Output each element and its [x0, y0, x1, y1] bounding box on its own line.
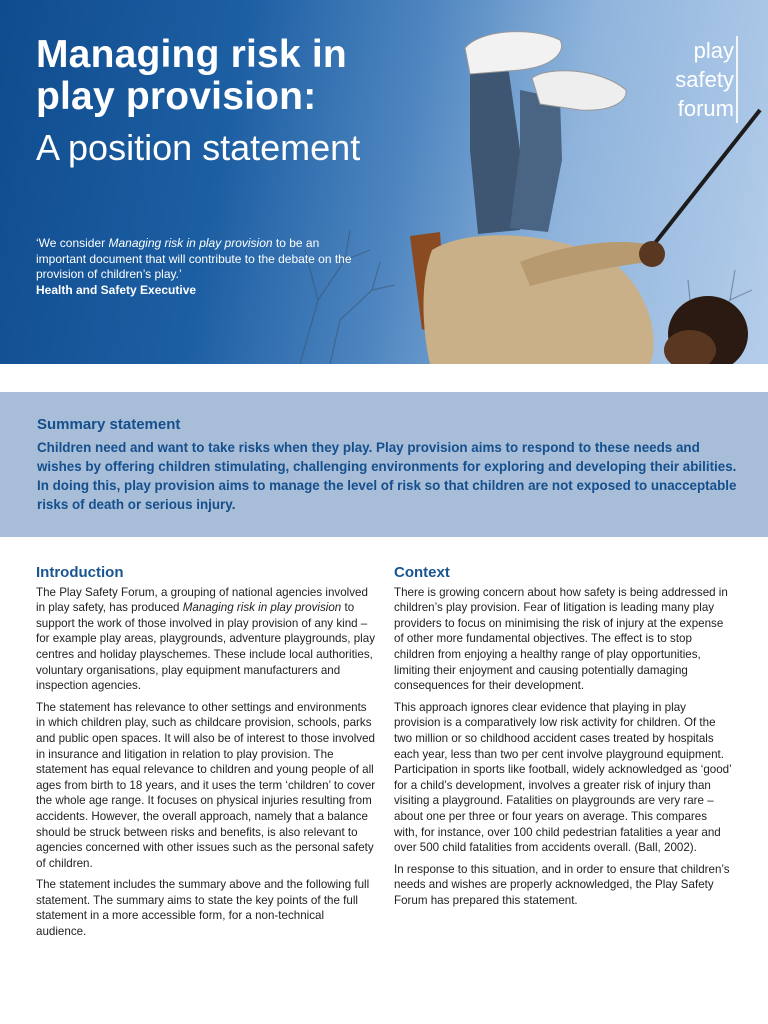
play-safety-forum-logo — [675, 36, 738, 123]
hero-banner — [0, 0, 768, 364]
introduction-section — [36, 565, 376, 946]
quote-italic-title: Managing risk in play provision — [108, 236, 273, 250]
context-paragraph-3: In response to this situation, and in order to ensure that children’s needs and wishes are properly acknowledged, the Play Safety Forum has prepared this statement. — [394, 862, 730, 907]
logo-word-safety: safety — [675, 65, 738, 94]
introduction-paragraph-2: The statement has relevance to other settings and environments in which children play, such as childcare provision, schools, parks and public open spaces. It will also be of interest to those involved in insurance and litigation in relation to play provision. The statement has equal relevance to children and young people of all ages from birth to 18 years, and it uses the term ‘children’ to cover the whole age range. It focuses on physical injuries resulting from accidents. However, the overall approach, namely that a balance should be struck between risks and benefits, is also relevant to agencies concerned with other issues such as the personal safety of children. — [36, 700, 376, 870]
summary-text: Children need and want to take risks when they play. Play provision aims to respond to these needs and wishes by offering children stimulating, challenging environments for exploring and developing their abilities. In doing this, play provision aims to manage the level of risk so that children are not exposed to unacceptable risks of death or serious injury. — [37, 440, 737, 512]
introduction-paragraph-1 — [36, 585, 376, 694]
sneaker-right — [532, 71, 626, 111]
quote-source: Health and Safety Executive — [36, 282, 197, 297]
context-paragraph-1: There is growing concern about how safety is being addressed in children’s play provision. Fear of litigation is leading many play providers to focus on minimising the risk of injury at the expense of other more fundamental objectives. The effect is to stop children from enjoying a healthy range of play opportunities, limiting their enjoyment and causing potentially damaging consequences for their development. — [394, 585, 728, 693]
quote-text-start: ‘We consider — [36, 236, 109, 250]
introduction-heading: Introduction — [36, 564, 124, 581]
summary-statement-band — [0, 392, 768, 537]
hse-quote — [36, 236, 356, 298]
intro-p1-end: to support the work of those involved in play provision of any kind – for example play areas, playgrounds, adventure playgrounds, play centres and holiday playschemes. These include local authorities, voluntary organisations, play equipment manufacturers and inspection agencies. — [36, 601, 375, 693]
page-title — [36, 34, 347, 118]
sneaker-left — [465, 32, 562, 74]
hand — [639, 241, 665, 267]
summary-heading: Summary statement — [37, 416, 181, 433]
title-line-2: play provision: — [36, 75, 317, 118]
title-line-1: Managing risk in — [36, 33, 347, 76]
context-paragraph-2: This approach ignores clear evidence that playing in play provision is a comparatively low risk activity for children. Of the two million or so childhood accident cases treated by hospitals each year, less than two per cent involve playground equipment. Participation in sports like football, widely acknowledged as ‘good’ for a child’s development, involves a greater risk of injury than visiting a playground. Fatalities on playgrounds are very rare – about one per three or four years on average. This compares with, for instance, over 100 child pedestrian fatalities a year and over 500 child fatalities from accidents overall. (Ball, 2002). — [394, 700, 732, 855]
context-heading: Context — [394, 564, 450, 581]
quote-text-end: to be an important document that will contribute to the debate on the provision of children’s play.’ — [36, 236, 352, 281]
swing-rope — [640, 110, 760, 262]
intro-p1-italic-title: Managing risk in play provision — [182, 601, 342, 615]
context-section — [394, 565, 734, 914]
logo-word-play: play — [675, 36, 738, 65]
introduction-paragraph-3: The statement includes the summary above and the following full statement. The summary aims to state the key points of the full statement in a more accessible form, for a non-technical audience. — [36, 878, 370, 939]
page-subtitle: A position statement — [36, 127, 361, 168]
intro-p1-start: The Play Safety Forum, a grouping of national agencies involved in play safety, has produced — [36, 585, 368, 615]
logo-word-forum: forum — [675, 94, 738, 123]
